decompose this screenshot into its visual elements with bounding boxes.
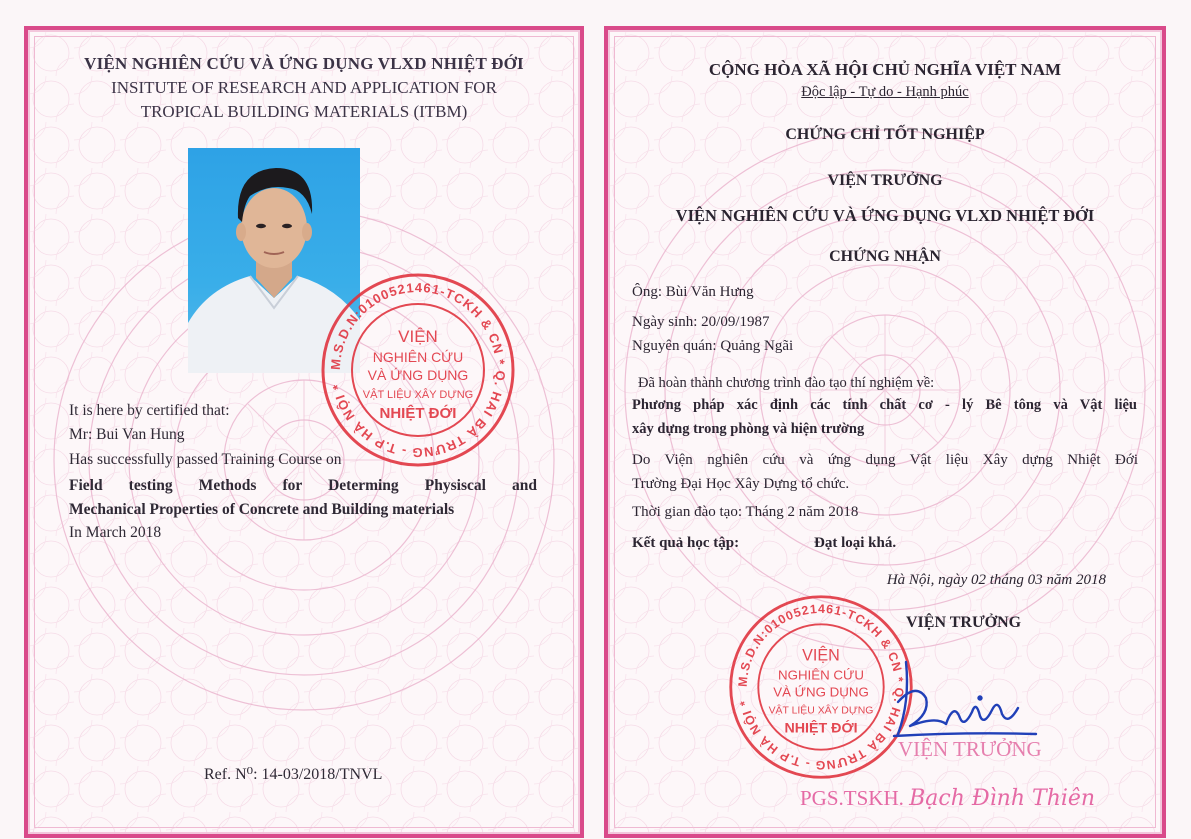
- republic-heading: CỘNG HÒA XÃ HỘI CHỦ NGHĨA VIỆT NAM: [708, 60, 1062, 79]
- institute-name-vietnamese: VIỆN NGHIÊN CỨU VÀ ỨNG DỤNG VLXD NHIỆT ĐỚI: [84, 54, 524, 73]
- recipient-name-english: Mr: Bui Van Hung: [69, 426, 185, 443]
- certifies-heading: CHỨNG NHẬN: [829, 248, 941, 265]
- signatory-title-printed: VIỆN TRƯỞNG: [898, 737, 1042, 761]
- institute-name: VIỆN NGHIÊN CỨU VÀ ỨNG DỤNG VLXD NHIỆT ĐỚI: [675, 206, 1095, 225]
- director-heading: VIỆN TRƯỞNG: [827, 172, 943, 189]
- organizer-line2: Trường Đại Học Xây Dựng tổ chức.: [632, 476, 850, 492]
- issue-place-date: Hà Nội, ngày 02 tháng 03 năm 2018: [886, 572, 1106, 588]
- result-value: Đạt loại khá.: [814, 535, 897, 551]
- signatory-title: VIỆN TRƯỞNG: [906, 614, 1022, 631]
- seal-ring-text: M.S.D.N:0100521461-TCKH & CN * Q. HAI BÀ TRƯNG - T.P HÀ NỘI *: [327, 279, 509, 461]
- training-period: Thời gian đào tạo: Tháng 2 năm 2018: [632, 504, 859, 520]
- certificate-vietnamese-side: [604, 26, 1166, 838]
- hometown: Nguyên quán: Quảng Ngãi: [632, 338, 794, 354]
- seal-right-line-2: NGHIÊN CỨU: [778, 667, 864, 683]
- seal-line-5: NHIỆT ĐỚI: [379, 405, 457, 422]
- seal-line-4: VẬT LIỆU XÂY DỰNG: [362, 389, 474, 401]
- organizer-line1: Do Viện nghiên cứu và ứng dụng Vật liệu Xây dựng Nhiệt Đới: [632, 452, 1138, 468]
- national-motto: Độc lập - Tự do - Hạnh phúc: [801, 84, 969, 100]
- director-signature: [876, 642, 1046, 752]
- result-label: Kết quả học tập:: [632, 535, 740, 551]
- seal-line-2: NGHIÊN CỨU: [372, 349, 464, 365]
- date-of-birth: Ngày sinh: 20/09/1987: [632, 314, 770, 330]
- seal-line-1: VIỆN: [398, 327, 438, 346]
- institute-name-english-line1: INSITUTE OF RESEARCH AND APPLICATION FOR: [111, 78, 497, 97]
- reference-number: Ref. N⁰: 14-03/2018/TNVL: [204, 766, 383, 783]
- course-date: In March 2018: [69, 524, 162, 541]
- certificate-title: CHỨNG CHỈ TỐT NGHIỆP: [785, 126, 985, 143]
- seal-right-line-4: VẬT LIỆU XÂY DỰNG: [768, 705, 874, 717]
- certificate-english-side: [24, 26, 584, 838]
- seal-ring-text-right: M.S.D.N:0100521461-TCKH & CN * Q. HAI BÀ TRƯNG - T.P HÀ NỘI *: [735, 601, 907, 773]
- signatory-name: PGS.TSKH. Bạch Đình Thiên: [800, 786, 1096, 811]
- program-title-line1: Phương pháp xác định các tính chất cơ - lý Bê tông và Vật liệu: [632, 397, 1137, 413]
- institute-name-english-line2: TROPICAL BUILDING MATERIALS (ITBM): [140, 102, 468, 121]
- course-title-line2: Mechanical Properties of Concrete and Building materials: [69, 501, 455, 518]
- seal-right-line-5: NHIỆT ĐỚI: [784, 720, 858, 737]
- seal-right-line-3: VÀ ỨNG DỤNG: [773, 684, 869, 700]
- institute-red-seal: [318, 270, 518, 470]
- completed-statement: Đã hoàn thành chương trình đào tạo thí nghiệm về:: [638, 375, 935, 391]
- recipient-name: Ông: Bùi Văn Hưng: [632, 284, 754, 300]
- seal-right-line-1: VIỆN: [802, 646, 840, 665]
- program-title-line2: xây dựng trong phòng và hiện trường: [632, 421, 865, 437]
- course-title-line1: Field testing Methods for Determing Physiscal and: [69, 477, 537, 494]
- passed-statement: Has successfully passed Training Course on: [69, 451, 342, 468]
- certified-statement: It is here by certified that:: [69, 402, 230, 419]
- seal-line-3: VÀ ỨNG DỤNG: [367, 367, 469, 383]
